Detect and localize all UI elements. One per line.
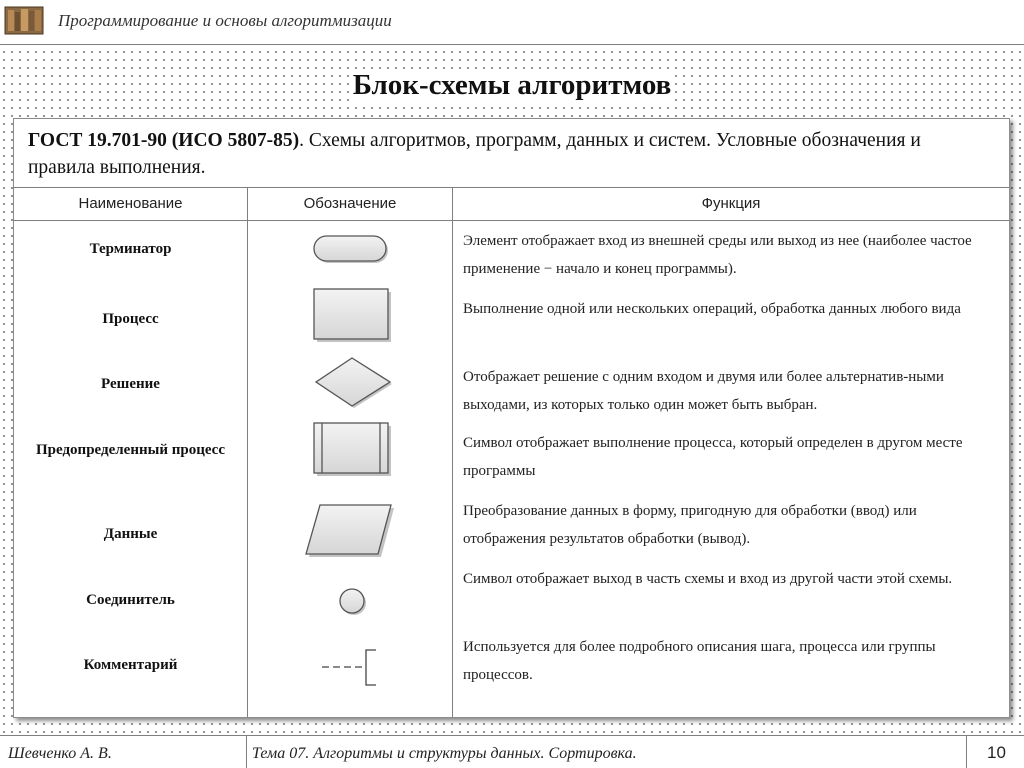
row-description: Преобразование данных в форму, пригодную для обработки (ввод) или отображения результатов обработки (вывод).: [463, 503, 917, 547]
standard-description: . Схемы алгоритмов, программ, данных и систем. Условные обозначения и правила выполнения.: [28, 130, 921, 178]
decision-symbol-icon: [314, 355, 394, 411]
intro-text: [28, 127, 988, 181]
row-description: Символ отображает выполнение процесса, который определен в другом месте программы: [463, 435, 963, 479]
book-logo-icon: [4, 4, 44, 36]
lecture-topic: Тема 07. Алгоритмы и структуры данных. Сортировка.: [252, 745, 637, 762]
connector-symbol-icon: [338, 587, 368, 617]
row-name: Соединитель: [86, 592, 175, 608]
row-name: Комментарий: [83, 657, 178, 673]
divider: [14, 220, 1009, 221]
row-description: Используется для более подробного описания шага, процесса или группы процессов.: [463, 639, 936, 683]
divider: [247, 187, 248, 717]
course-title: Программирование и основы алгоритмизации: [58, 11, 392, 30]
divider: [246, 736, 247, 768]
page-number: 10: [987, 743, 1006, 762]
terminator-symbol-icon: [310, 235, 390, 267]
header-function: Функция: [701, 195, 761, 212]
row-description: Отображает решение с одним входом и двумя или более альтернатив-ными выходами, из которых только один может быть выбран.: [463, 369, 944, 413]
header-symbol: Обозначение: [303, 195, 397, 212]
row-description: Выполнение одной или нескольких операций, обработка данных любого вида: [463, 301, 961, 317]
standard-name: ГОСТ 19.701-90 (ИСО 5807-85): [28, 130, 300, 151]
slide-header: [0, 0, 1024, 45]
data-symbol-icon: [304, 503, 396, 559]
process-symbol-icon: [312, 287, 394, 345]
header-name: Наименование: [78, 195, 183, 212]
row-name: Терминатор: [89, 241, 172, 257]
divider: [966, 736, 967, 768]
row-description: Символ отображает выход в часть схемы и вход из другой части этой схемы.: [463, 571, 953, 587]
row-name: Данные: [103, 526, 158, 542]
author-name: Шевченко А. В.: [8, 745, 112, 762]
row-name: Процесс: [102, 311, 159, 327]
flowchart-table-panel: [13, 118, 1010, 718]
slide-title: Блок-схемы алгоритмов: [0, 69, 1024, 102]
slide-footer: [0, 735, 1024, 768]
divider: [452, 187, 453, 717]
row-name: Решение: [101, 376, 160, 392]
predefined-process-symbol-icon: [312, 421, 394, 479]
row-name: Предопределенный процесс: [36, 442, 225, 458]
row-description: Элемент отображает вход из внешней среды или выход из нее (наиболее частое применение − начало и конец программы).: [463, 233, 972, 277]
comment-symbol-icon: [318, 647, 378, 689]
